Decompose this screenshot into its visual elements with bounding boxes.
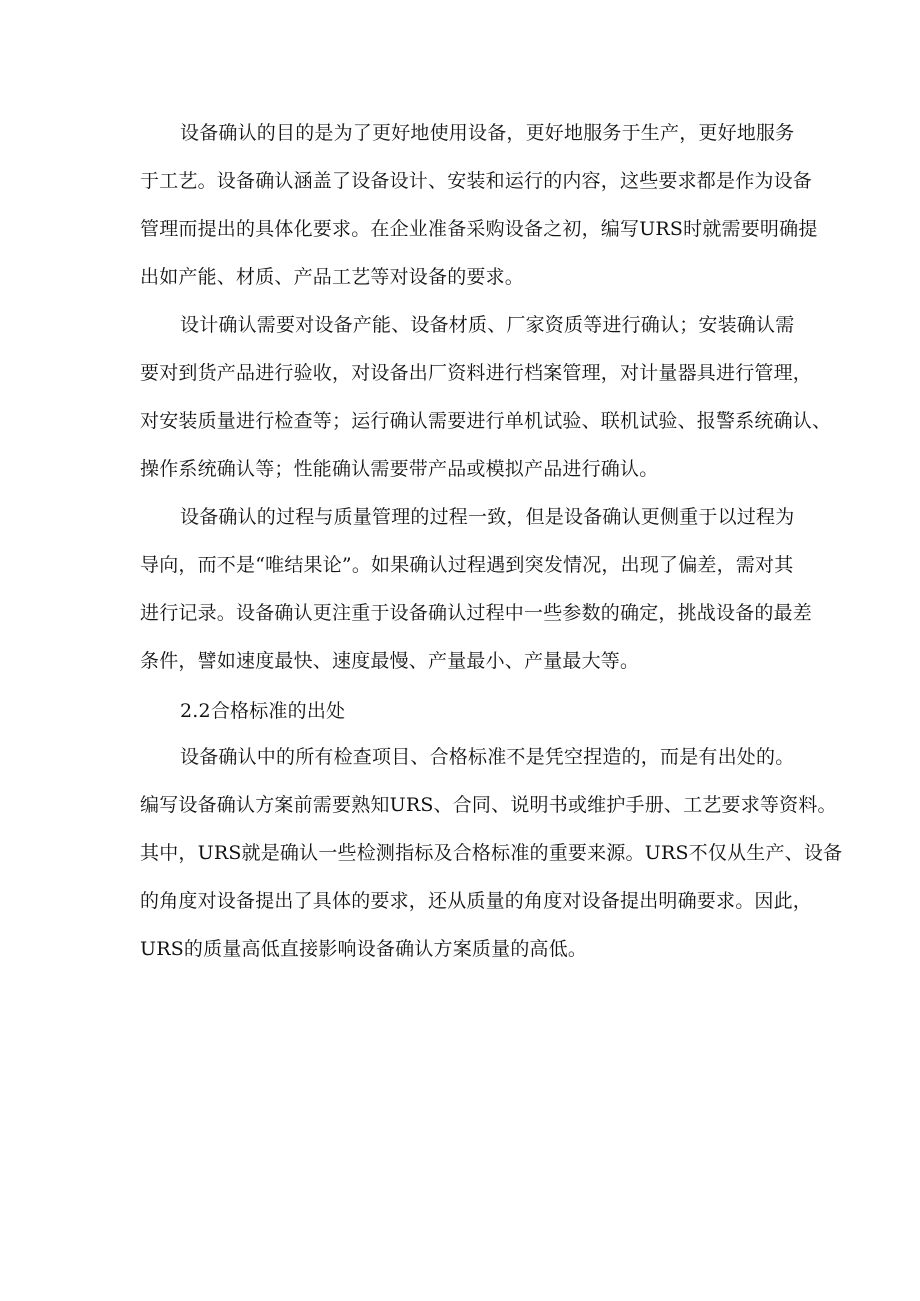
paragraph-2-line-2: 要对到货产品进行验收，对设备出厂资料进行档案管理，对计量器具进行管理，: [140, 362, 813, 384]
paragraph-4-line-2: 编写设备确认方案前需要熟知URS、合同、说明书或维护手册、工艺要求等资料。: [140, 794, 837, 816]
paragraph-3-line-1: 设备确认的过程与质量管理的过程一致，但是设备确认更侧重于以过程为: [180, 506, 795, 528]
paragraph-1-line-4: 出如产能、材质、产品工艺等对设备的要求。: [140, 266, 525, 288]
paragraph-2-line-3: 对安装质量进行检查等；运行确认需要进行单机试验、联机试验、报警系统确认、: [140, 410, 832, 432]
paragraph-4-line-5: URS的质量高低直接影响设备确认方案质量的高低。: [140, 938, 588, 960]
paragraph-3-line-4: 条件，譬如速度最快、速度最慢、产量最小、产量最大等。: [140, 650, 640, 672]
paragraph-3-line-2: 导向，而不是“唯结果论”。如果确认过程遇到突发情况，出现了偏差，需对其: [140, 554, 794, 576]
paragraph-1-line-2: 于工艺。设备确认涵盖了设备设计、安装和运行的内容，这些要求都是作为设备: [140, 170, 813, 192]
paragraph-4-line-4: 的角度对设备提出了具体的要求，还从质量的角度对设备提出明确要求。因此，: [140, 890, 813, 912]
paragraph-2-line-4: 操作系统确认等；性能确认需要带产品或模拟产品进行确认。: [140, 458, 659, 480]
paragraph-4-line-3: 其中，URS就是确认一些检测指标及合格标准的重要来源。URS不仅从生产、设备: [140, 842, 843, 864]
paragraph-4-line-1: 设备确认中的所有检查项目、合格标准不是凭空捏造的，而是有出处的。: [180, 746, 795, 768]
section-heading: 2.2合格标准的出处: [180, 700, 346, 722]
paragraph-1-line-1: 设备确认的目的是为了更好地使用设备，更好地服务于生产，更好地服务: [180, 122, 795, 144]
paragraph-1-line-3: 管理而提出的具体化要求。在企业准备采购设备之初，编写URS时就需要明确提: [140, 218, 818, 240]
paragraph-3-line-3: 进行记录。设备确认更注重于设备确认过程中一些参数的确定，挑战设备的最差: [140, 602, 813, 624]
paragraph-2-line-1: 设计确认需要对设备产能、设备材质、厂家资质等进行确认；安装确认需: [180, 314, 795, 336]
